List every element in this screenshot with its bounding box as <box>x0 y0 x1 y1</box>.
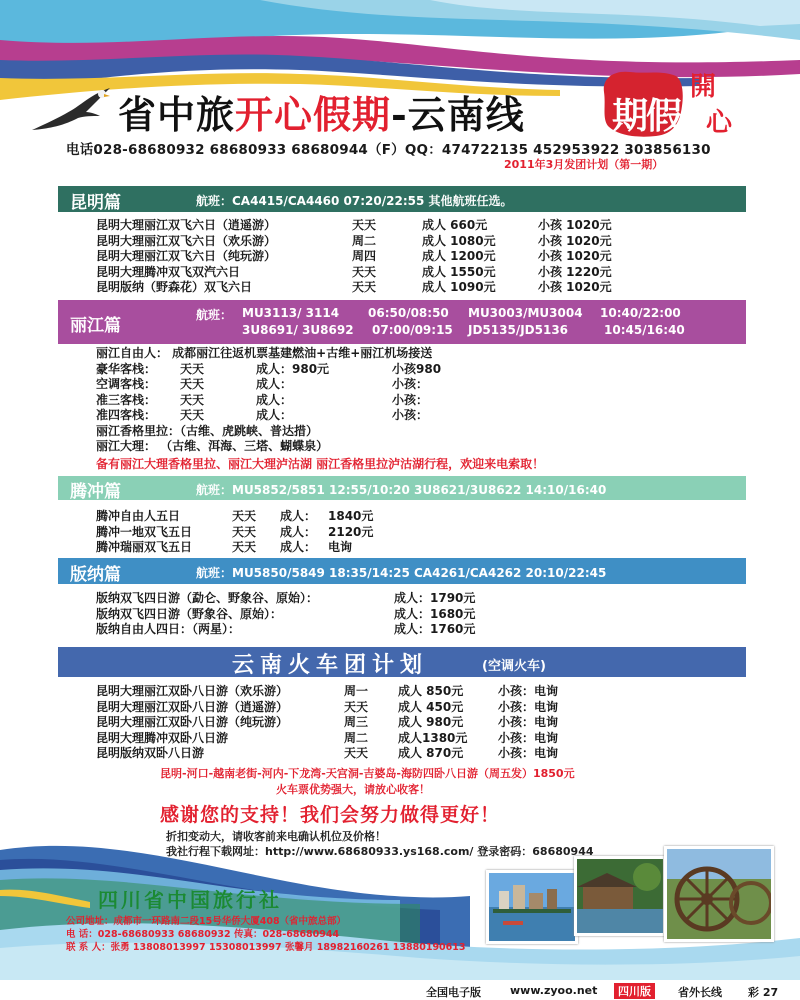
tengchong-section-title: 腾冲篇 <box>70 482 121 502</box>
download-info: 我社行程下载网址：http://www.68680933.ys168.com/ 登录密码：68680944 <box>166 845 594 858</box>
route-child-price: 小孩：电询 <box>498 746 559 760</box>
kunming-section-title: 昆明篇 <box>70 193 121 213</box>
inn-adult-price: 成人：980元 <box>256 361 330 376</box>
photo-water-wheel <box>664 846 774 942</box>
route-day: 天天 <box>232 509 257 523</box>
agency-address: 公司地址：成都市一环路南二段15号华侨大厦408（省中旅总部） <box>66 916 347 927</box>
banna-section-bar <box>58 558 746 584</box>
kunming-section-bar <box>58 186 746 212</box>
route-name: 昆明大理丽江双卧八日游（纯玩游） <box>96 715 289 729</box>
lijiang-extra-route: 丽江大理： （古维、洱海、三塔、蝴蝶泉） <box>96 439 329 453</box>
route-day: 天天 <box>232 540 257 554</box>
list-item <box>96 684 656 700</box>
list-item <box>96 424 656 440</box>
lijiang-flight-number: MU3003/MU3004 <box>468 306 583 320</box>
route-day: 周二 <box>344 730 369 745</box>
list-item <box>96 439 656 455</box>
list-item <box>96 346 656 362</box>
inn-day: 天天 <box>180 392 205 407</box>
route-name: 昆明大理丽江双卧八日游（欢乐游） <box>96 684 289 698</box>
footer-edition: 全国电子版 <box>426 986 481 999</box>
kunming-routes <box>96 218 656 296</box>
thanks-slogan: 感谢您的支持！我们会努力做得更好！ <box>160 804 501 826</box>
list-item <box>96 525 496 541</box>
inn-day: 天天 <box>180 361 205 376</box>
route-day: 周四 <box>352 249 377 263</box>
happy-holiday-badge <box>598 62 748 142</box>
train-section-title: 云南火车团计划 <box>232 652 429 678</box>
list-item <box>96 509 496 525</box>
tengchong-flight: 航班：MU5852/5851 12:55/10:20 3U8621/3U8622 14:10/16:40 <box>196 483 607 497</box>
list-item <box>96 622 546 638</box>
train-routes <box>96 684 656 762</box>
lijiang-extra-route: 丽江香格里拉：（古维、虎跳峡、普达措） <box>96 423 319 438</box>
list-item <box>96 393 656 409</box>
banna-routes <box>96 591 546 638</box>
list-item <box>96 591 546 607</box>
route-name: 版纳双飞四日游（野象谷、原始）： <box>96 606 283 621</box>
route-adult-price: 成人 1200元 <box>422 249 496 263</box>
price-notice: 折扣变动大，请收客前来电确认机位及价格！ <box>166 830 386 843</box>
list-item <box>96 280 656 296</box>
badge-text-holiday: 期假 <box>612 95 681 137</box>
train-ticket-note: 火车票优势强大，请放心收客！ <box>276 783 430 796</box>
banna-section-title: 版纳篇 <box>70 565 121 585</box>
lijiang-free-package: 丽江自由人： 成都丽江往返机票基建燃油+古维+丽江机场接送 <box>96 346 433 360</box>
route-day: 周三 <box>344 715 369 729</box>
inn-type: 准四客栈： <box>96 408 157 422</box>
banna-flight: 航班：MU5850/5849 18:35/14:25 CA4261/CA4262 20:10/22:45 <box>196 566 607 580</box>
lijiang-flight-number: 3U8691/ 3U8692 <box>242 323 354 337</box>
list-item <box>96 234 656 250</box>
inn-child-price: 小孩： <box>392 377 429 391</box>
route-name: 版纳双飞四日游（勐仑、野象谷、原始）： <box>96 591 319 605</box>
lijiang-flight-label: 航班： <box>196 308 233 322</box>
route-adult-label: 成人： <box>280 524 317 539</box>
lijiang-section-bar <box>58 300 746 344</box>
phone-line: 电话028-68680932 68680933 68680944（F）QQ：474722135 452953922 303856130 <box>66 142 711 158</box>
list-item <box>96 218 656 234</box>
route-name: 昆明大理丽江双飞六日（欢乐游） <box>96 233 277 248</box>
route-adult-label: 成人： <box>280 509 317 523</box>
route-day: 天天 <box>232 524 257 539</box>
route-adult-price: 成人1380元 <box>398 730 468 745</box>
route-adult-price: 成人：1790元 <box>394 591 476 605</box>
footer-page: 彩 27 <box>748 986 779 999</box>
route-name: 腾冲自由人五日 <box>96 509 181 523</box>
lijiang-routes <box>96 346 656 455</box>
list-item <box>96 362 656 378</box>
route-name: 昆明版纳双卧八日游 <box>96 746 205 760</box>
eagle-icon <box>30 86 112 134</box>
route-child-price: 小孩：电询 <box>498 730 559 745</box>
lijiang-flight-time: 10:45/16:40 <box>604 323 685 337</box>
route-adult-price: 成人 980元 <box>398 715 464 729</box>
route-name: 昆明大理丽江双飞六日（逍遥游） <box>96 218 277 232</box>
inn-child-price: 小孩980 <box>392 361 442 376</box>
inn-adult-price: 成人： <box>256 408 293 422</box>
footer-site: www.zyoo.net <box>510 984 598 997</box>
badge-text-kai: 開 <box>690 72 717 102</box>
title-part1: 省中旅 <box>118 92 236 137</box>
list-item <box>96 715 656 731</box>
train-section-subtitle: (空调火车) <box>482 659 546 674</box>
agency-tel: 电 话：028-68680933 68680932 传真：028-68680944 <box>66 929 340 940</box>
route-name: 昆明大理腾冲双飞双汽六日 <box>96 264 241 279</box>
route-day: 天天 <box>344 699 369 714</box>
route-adult-price: 成人 1080元 <box>422 233 496 248</box>
lijiang-note: 备有丽江大理香格里拉、丽江大理泸沽湖 丽江香格里拉泸沽湖行程，欢迎来电索取！ <box>96 457 545 471</box>
lijiang-flight-number: MU3113/ 3114 <box>242 306 340 320</box>
list-item <box>96 540 496 556</box>
route-adult-price: 成人 1550元 <box>422 264 496 279</box>
route-child-price: 小孩：电询 <box>498 715 559 729</box>
footer-region: 四川版 <box>614 983 655 999</box>
plan-line: 2011年3月发团计划（第一期） <box>504 158 664 171</box>
title-part3: -云南线 <box>391 92 525 137</box>
route-adult-price: 成人 870元 <box>398 746 464 760</box>
list-item <box>96 265 656 281</box>
route-adult-price: 成人：1760元 <box>394 622 476 636</box>
route-child-price: 小孩 1020元 <box>538 280 612 294</box>
train-vietnam-note: 昆明-河口-越南老街-河内-下龙湾-天宫洞-吉婆岛-海防四卧八日游（周五发）1850元 <box>160 767 575 780</box>
route-day: 周一 <box>344 684 369 698</box>
main-title <box>118 84 525 139</box>
route-adult-price: 成人 660元 <box>422 218 488 232</box>
route-day: 天天 <box>352 264 377 279</box>
route-child-price: 小孩 1020元 <box>538 249 612 263</box>
route-child-price: 小孩 1020元 <box>538 233 612 248</box>
route-child-price: 小孩 1220元 <box>538 264 612 279</box>
route-adult-price: 成人 450元 <box>398 699 464 714</box>
route-day: 天天 <box>352 280 377 294</box>
route-adult-price: 成人 1090元 <box>422 280 496 294</box>
tengchong-section-bar <box>58 476 746 500</box>
route-day: 天天 <box>344 746 369 760</box>
route-adult-price: 成人：1680元 <box>394 606 476 621</box>
photo-lake-city <box>486 870 578 944</box>
route-name: 昆明大理丽江双卧八日游（逍遥游） <box>96 699 289 714</box>
lijiang-flight-time: 10:40/22:00 <box>600 306 681 320</box>
route-child-price: 小孩：电询 <box>498 699 559 714</box>
list-item <box>96 377 656 393</box>
route-day: 天天 <box>352 218 377 232</box>
route-name: 昆明版纳（野森花）双飞六日 <box>96 280 253 294</box>
lijiang-section-title: 丽江篇 <box>70 316 121 336</box>
kunming-flight: 航班：CA4415/CA4460 07:20/22:55 其他航班任选。 <box>196 194 513 208</box>
agency-name: 四川省中国旅行社 <box>98 888 282 912</box>
route-adult-price: 电询 <box>328 540 353 554</box>
title-part2: 开心假期 <box>235 92 392 137</box>
inn-type: 准三客栈： <box>96 392 157 407</box>
badge-text-xin: 心 <box>706 108 733 138</box>
lijiang-flight-number: JD5135/JD5136 <box>468 323 569 337</box>
inn-day: 天天 <box>180 377 205 391</box>
route-child-price: 小孩 1020元 <box>538 218 612 232</box>
route-name: 昆明大理丽江双飞六日（纯玩游） <box>96 249 277 263</box>
page-footer <box>420 982 800 1000</box>
route-adult-price: 1840元 <box>328 509 374 523</box>
list-item <box>96 607 546 623</box>
footer-section: 省外长线 <box>678 986 722 999</box>
list-item <box>96 731 656 747</box>
lijiang-flight-time: 07:00/09:15 <box>372 323 453 337</box>
list-item <box>96 249 656 265</box>
lijiang-flight-time: 06:50/08:50 <box>368 306 449 320</box>
route-name: 昆明大理腾冲双卧八日游 <box>96 730 229 745</box>
inn-day: 天天 <box>180 408 205 422</box>
inn-type: 豪华客栈： <box>96 361 157 376</box>
agency-contacts: 联 系 人：张勇 13808013997 15308013997 张馨月 18982160261 13880190613 <box>66 942 466 953</box>
list-item <box>96 746 656 762</box>
list-item <box>96 408 656 424</box>
route-adult-label: 成人： <box>280 540 317 554</box>
route-name: 腾冲瑞丽双飞五日 <box>96 540 193 554</box>
route-adult-price: 2120元 <box>328 524 374 539</box>
route-day: 周二 <box>352 233 377 248</box>
list-item <box>96 700 656 716</box>
route-name: 版纳自由人四日：（两星）： <box>96 622 241 636</box>
route-child-price: 小孩：电询 <box>498 684 559 698</box>
photo-old-town <box>574 856 666 936</box>
route-adult-price: 成人 850元 <box>398 684 464 698</box>
inn-adult-price: 成人： <box>256 392 293 407</box>
inn-child-price: 小孩： <box>392 392 429 407</box>
tengchong-routes <box>96 509 496 556</box>
route-name: 腾冲一地双飞五日 <box>96 524 193 539</box>
inn-type: 空调客栈： <box>96 377 157 391</box>
inn-adult-price: 成人： <box>256 377 293 391</box>
inn-child-price: 小孩： <box>392 408 429 422</box>
